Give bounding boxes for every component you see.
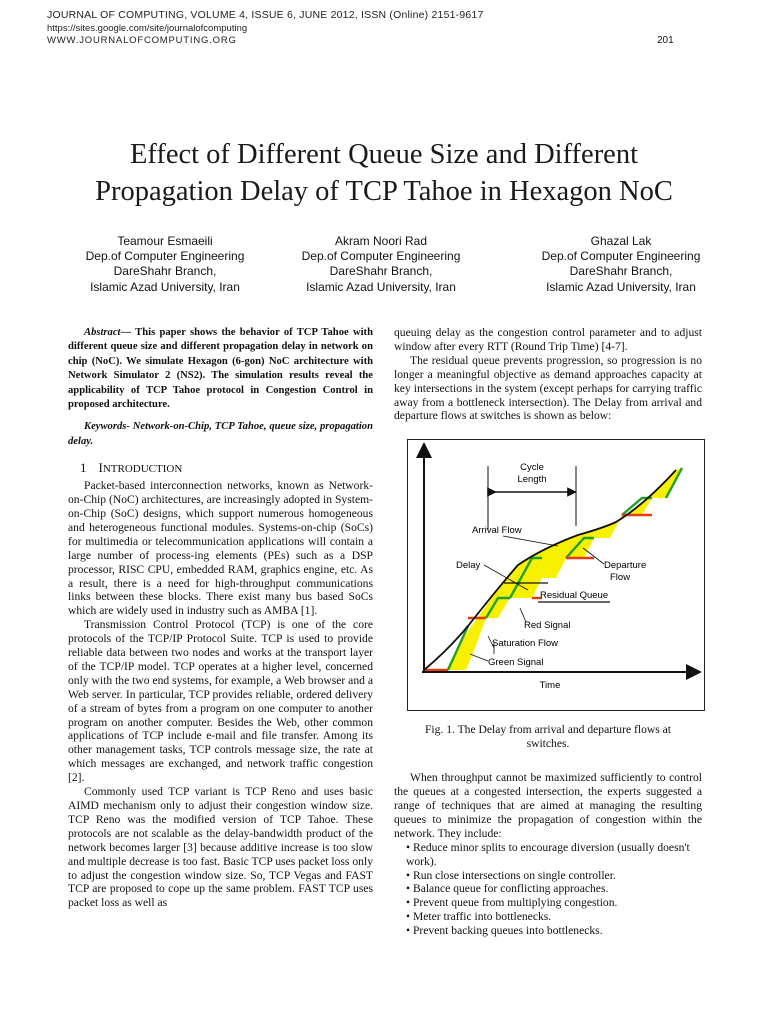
figure-delay-diagram	[407, 439, 705, 711]
departure-leader	[583, 548, 604, 564]
list-item: • Reduce minor splits to encourage diversion (usually doesn't work).	[406, 840, 690, 868]
delay-diagram-svg	[408, 440, 704, 710]
label-length: Length	[517, 474, 547, 486]
right-column	[394, 326, 702, 938]
page-number: 201	[657, 35, 674, 46]
green-leader	[470, 654, 488, 661]
label-saturation-flow: Saturation Flow	[492, 638, 559, 650]
body-paragraph-throughput: When throughput cannot be maximized sufficiently to control the queues at a congested intersection, the experts suggested a range of techniques that are aimed at managing the resulting queues to minimize the propagation of congestion within the network. They include:	[394, 771, 702, 840]
journal-website-line: WWW.JOURNALOFCOMPUTING.ORG	[47, 35, 237, 46]
author-block-1	[50, 234, 280, 295]
list-item: • Prevent backing queues into bottlenecks.	[406, 924, 603, 938]
label-departure: Departure	[604, 560, 647, 572]
arrival-leader	[503, 536, 558, 546]
intro-paragraph-3: Commonly used TCP variant is TCP Reno and uses basic AIMD mechanism only to adjust their congestion window size. TCP Reno was the modified version of TCP Tahoe. These protocols are not scalable as the delay-bandwidth product of the network becomes larger [3] because additive increase is too slow and multiple decrease is too fast. Basic TCP uses packet loss only to adjust the congestion window size. So, TCP Vegas and FAST TCP are proposed to cope up the same problem. FAST TCP uses packet loss as well as	[68, 785, 373, 910]
keywords: Keywords- Network-on-Chip, TCP Tahoe, queue size, propagation delay.	[68, 421, 373, 447]
author-univ: Islamic Azad University, Iran	[306, 279, 456, 294]
author-univ: Islamic Azad University, Iran	[90, 279, 240, 294]
section-number: 1	[80, 460, 87, 476]
journal-url-line: https://sites.google.com/site/journalofcomputing	[47, 23, 248, 34]
label-flow: Flow	[610, 572, 631, 584]
author-branch: DareShahr Branch,	[113, 264, 217, 279]
author-block-2	[266, 234, 496, 295]
title-line-1: Effect of Different Queue Size and Different	[129, 139, 639, 170]
abstract	[68, 326, 373, 412]
body-paragraph-residual-queue: The residual queue prevents progression, so progression is no longer a meaningful objective as demand approaches capacity at key intersections in the system (except perhaps for carrying traffic away from a bottleneck intersection). The Delay from arrival and departure flows at switches is shown as below:	[394, 353, 702, 423]
label-green-signal: Green Signal	[488, 657, 544, 669]
label-residual-queue: Residual Queue	[540, 590, 609, 602]
paper-title	[0, 136, 768, 210]
label-cycle: Cycle	[520, 462, 544, 474]
technique-list	[394, 841, 702, 938]
label-arrival-flow: Arrival Flow	[472, 525, 522, 537]
author-branch: DareShahr Branch,	[329, 264, 433, 279]
author-univ: Islamic Azad University, Iran	[546, 279, 696, 294]
caption-line-1: Fig. 1. The Delay from arrival and departure flows at	[424, 723, 672, 737]
intro-paragraph-1: Packet-based interconnection networks, known as Network-on-Chip (NoC) architectures, are increasingly adopted in System-on-Chip (SoC) designs, which support numerous homogeneous and heterogeneous functional modules. Systems-on-chip (SoCs) for multimedia or telecommunication applications will contain a large number of process-ing elements (PEs) such as a DSP processor, RISC CPU, embedded RAM, graphics engine, etc. As a result, there is a need for high-throughput communications links between these blocks. There exist many bus based SoCs which are widely used in industry such as AMBA [1].	[68, 479, 373, 618]
list-item: • Meter traffic into bottlenecks.	[406, 910, 552, 924]
title-line-2: Propagation Delay of TCP Tahoe in Hexagon NoC	[95, 176, 673, 207]
section-heading-introduction	[80, 461, 373, 477]
section-first-letter: I	[98, 460, 103, 476]
abstract-dash: —	[120, 327, 136, 338]
caption-line-2: switches.	[526, 737, 570, 751]
author-dept: Dep.of Computer Engineering	[301, 249, 461, 264]
abstract-text: This paper shows the behavior of TCP Tahoe with different queue size and different propagation delay in network on chip (NoC). We simulate Hexagon (6-gon) NoC architecture with Network Simulator 2 (NS2). The simulation results reveal the applicability of TCP Tahoe protocol in Congestion Control in proposed architecture.	[68, 327, 373, 411]
author-name: Ghazal Lak	[590, 234, 652, 248]
list-item: • Prevent queue from multiplying congestion.	[406, 896, 618, 910]
label-time: Time	[539, 680, 561, 692]
author-name: Teamour Esmaeili	[117, 234, 213, 248]
journal-header-line: JOURNAL OF COMPUTING, VOLUME 4, ISSUE 6, JUNE 2012, ISSN (Online) 2151-9617	[47, 9, 484, 21]
author-branch: DareShahr Branch,	[569, 264, 673, 279]
body-paragraph-continued: queuing delay as the congestion control parameter and to adjust window after every RTT (Round Trip Time) [4-7].	[394, 326, 702, 353]
section-title-rest: NTRODUCTION	[102, 463, 183, 476]
author-dept: Dep.of Computer Engineering	[85, 249, 245, 264]
list-item: • Balance queue for conflicting approaches.	[406, 882, 609, 896]
author-block-3	[506, 234, 736, 295]
figure-caption	[394, 723, 702, 751]
list-item: • Run close intersections on single controller.	[406, 868, 616, 882]
author-dept: Dep.of Computer Engineering	[541, 249, 701, 264]
label-red-signal: Red Signal	[524, 620, 571, 632]
author-name: Akram Noori Rad	[334, 234, 428, 248]
left-column	[68, 326, 373, 910]
red-leader	[520, 608, 526, 622]
abstract-label: Abstract	[84, 327, 121, 338]
intro-paragraph-2: Transmission Control Protocol (TCP) is one of the core protocols of the TCP/IP Protocol Suite. TCP is used to provide reliable data between two nodes and works at the transport layer of the TCP/IP model. TCP operates at a higher level, concerned only with the two end systems, for example, a Web browser and a Web server. In particular, TCP provides reliable, ordered delivery of a stream of bytes from a program on one computer to another program on another computer. Besides the Web, other common applications of TCP include e-mail and file transfer. Among its other management tasks, TCP controls message size, the rate at which messages are exchanged, and network traffic congestion [2].	[68, 618, 373, 785]
label-delay: Delay	[456, 560, 481, 572]
